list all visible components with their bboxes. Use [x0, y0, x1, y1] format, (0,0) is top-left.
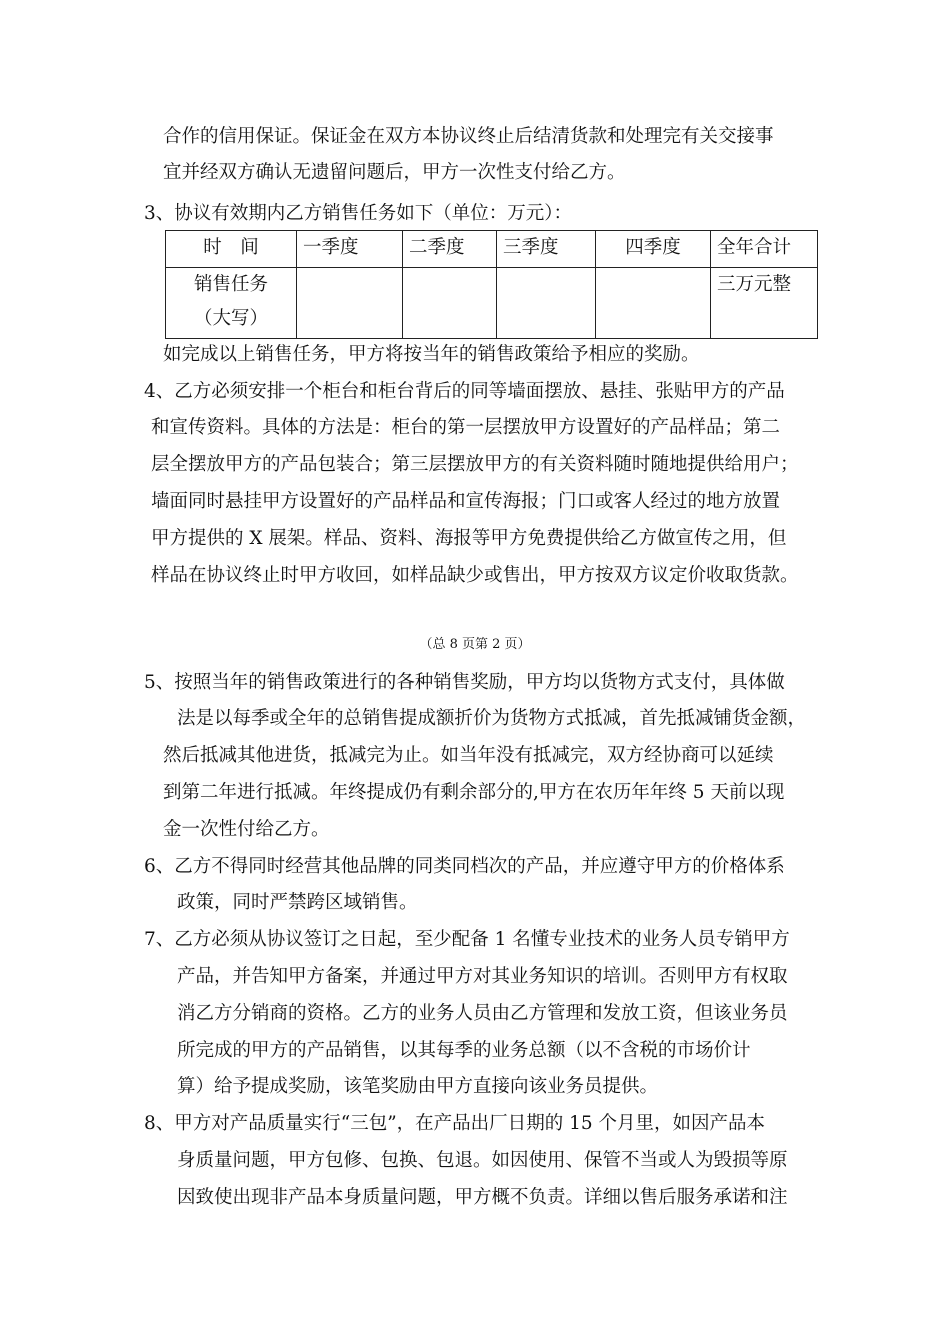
- text-line: 7、乙方必须从协议签订之日起，至少配备 1 名懂专业技术的业务人员专销甲方: [144, 929, 790, 950]
- header-q1: 一季度: [297, 231, 403, 268]
- text-line: 身质量问题，甲方包修、包换、包退。如因使用、保管不当或人为毁损等原: [177, 1150, 788, 1171]
- text-line: 宜并经双方确认无遗留问题后，甲方一次性支付给乙方。: [163, 162, 626, 183]
- text-line: 8、甲方对产品质量实行“三包”，在产品出厂日期的 15 个月里，如因产品本: [144, 1113, 765, 1134]
- text-line: 所完成的甲方的产品销售，以其每季的业务总额（以不含税的市场价计: [177, 1040, 751, 1061]
- text-line: 和宣传资料。具体的方法是：柜台的第一层摆放甲方设置好的产品样品；第二: [151, 417, 781, 438]
- table-header-row: [166, 231, 818, 268]
- row-label-line2: （大写）: [193, 308, 268, 329]
- header-time: 时 间: [166, 231, 297, 268]
- header-q3: 三季度: [497, 231, 596, 268]
- text-line: 政策，同时严禁跨区域销售。: [177, 892, 418, 913]
- text-line: 金一次性付给乙方。: [163, 819, 330, 840]
- text-line: 5、按照当年的销售政策进行的各种销售奖励，甲方均以货物方式支付，具体做: [144, 672, 785, 693]
- table-row: [166, 268, 818, 339]
- text-line: 消乙方分销商的资格。乙方的业务人员由乙方管理和发放工资，但该业务员: [177, 1003, 788, 1024]
- text-line: 到第二年进行抵减。年终提成仍有剩余部分的,甲方在农历年年终 5 天前以现: [163, 782, 785, 803]
- text-line: 因致使出现非产品本身质量问题，甲方概不负责。详细以售后服务承诺和注: [177, 1187, 788, 1208]
- text-line: 甲方提供的 X 展架。样品、资料、海报等甲方免费提供给乙方做宣传之用，但: [151, 528, 787, 549]
- text-line: 6、乙方不得同时经营其他品牌的同类同档次的产品，并应遵守甲方的价格体系: [144, 856, 785, 877]
- cell-q2: [403, 268, 497, 339]
- text-line: 墙面同时悬挂甲方设置好的产品样品和宣传海报；门口或客人经过的地方放置: [151, 491, 781, 512]
- row-label-sales-task: [166, 268, 297, 339]
- page-footer: （总 8 页第 2 页）: [419, 637, 531, 652]
- cell-q3: [497, 268, 596, 339]
- row-label-line1: 销售任务: [193, 274, 268, 295]
- header-q2: 二季度: [403, 231, 497, 268]
- text-line: 层全摆放甲方的产品包装合；第三层摆放甲方的有关资料随时随地提供给用户；: [151, 454, 799, 475]
- cell-q4: [596, 268, 711, 339]
- text-line: 如完成以上销售任务，甲方将按当年的销售政策给予相应的奖励。: [163, 344, 700, 365]
- text-line: 合作的信用保证。保证金在双方本协议终止后结清货款和处理完有关交接事: [163, 126, 774, 147]
- text-line: 法是以每季或全年的总销售提成额折价为货物方式抵减，首先抵减铺货金额，: [177, 708, 807, 729]
- header-annual-total: 全年合计: [711, 231, 818, 268]
- cell-annual-total: 三万元整: [711, 268, 818, 339]
- cell-q1: [297, 268, 403, 339]
- text-line: 产品，并告知甲方备案，并通过甲方对其业务知识的培训。否则甲方有权取: [177, 966, 788, 987]
- text-line: 3、协议有效期内乙方销售任务如下（单位：万元）：: [144, 203, 573, 224]
- text-line: 算）给予提成奖励，该笔奖励由甲方直接向该业务员提供。: [177, 1076, 659, 1097]
- header-q4: 四季度: [596, 231, 711, 268]
- text-line: 4、乙方必须安排一个柜台和柜台背后的同等墙面摆放、悬挂、张贴甲方的产品: [144, 381, 785, 402]
- text-line: 样品在协议终止时甲方收回，如样品缺少或售出，甲方按双方议定价收取货款。: [151, 565, 799, 586]
- text-line: 然后抵减其他进货，抵减完为止。如当年没有抵减完，双方经协商可以延续: [163, 745, 774, 766]
- sales-task-table: [165, 230, 818, 339]
